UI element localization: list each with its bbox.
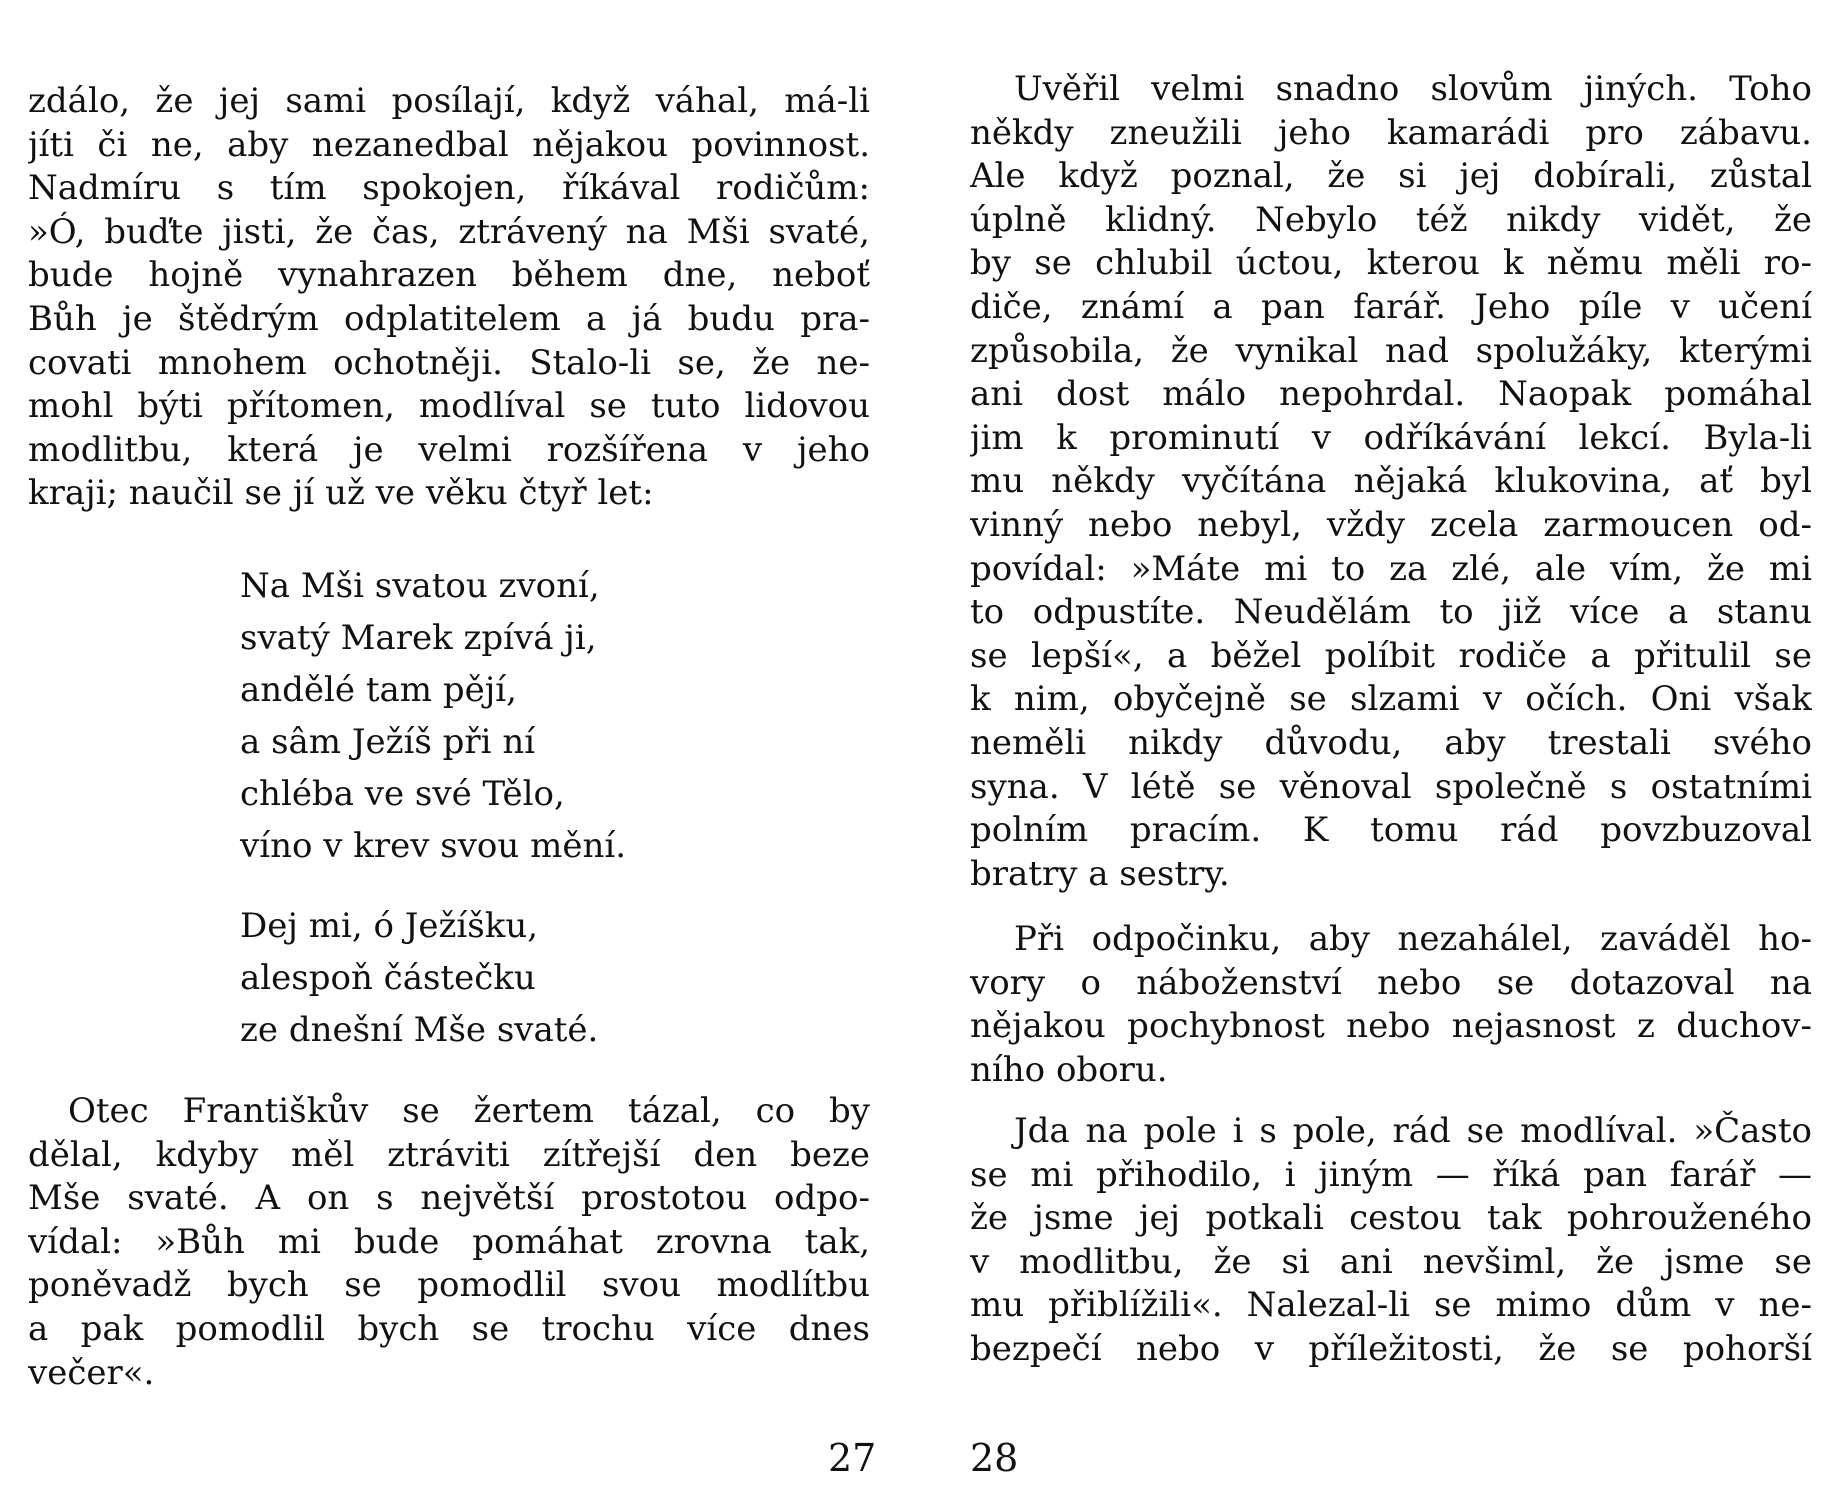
text-line: syna. V létě se věnoval společně s ostatními [970,766,1812,807]
text-line: mu přiblížili«. Nalezal-li se mimo dům v ne- [970,1285,1812,1326]
text-line: mu někdy vyčítána nějaká klukovina, ať byl [970,461,1812,502]
text-line: polním pracím. K tomu rád povzbuzoval [970,810,1812,851]
poem-line: a sâm Ježíš při ní [240,722,536,762]
text-line: vinný nebo nebyl, vždy zcela zarmoucen od- [970,504,1812,545]
poem-line: ze dnešní Mše svaté. [240,1010,599,1050]
right-paragraph-2 [970,918,1812,1092]
text-line: někdy zneužili jeho kamarádi pro zábavu. [970,112,1812,153]
text-line: bratry a sestry. [970,853,1230,894]
text-line: Uvěřil velmi snadno slovům jiných. Toho [1014,69,1812,109]
text-line: kraji; naučil se jí už ve věku čtyř let: [28,473,654,514]
left-paragraph-1 [28,80,870,516]
text-line: vídal: »Bůh mi bude pomáhat zrovna tak, [28,1221,870,1262]
text-line: to odpustíte. Neudělám to již více a stanu [970,592,1812,633]
text-line: se mi přihodilo, i jiným — říká pan farář — [970,1154,1812,1195]
right-paragraph-1 [970,68,1812,896]
text-line: Ale když poznal, že si jej dobírali, zůstal [970,156,1812,197]
text-line: bezpečí nebo v příležitosti, že se pohorší [970,1328,1812,1369]
poem-line: Na Mši svatou zvoní, [240,566,600,606]
text-line: Mše svaté. A on s největší prostotou odpo- [28,1178,870,1219]
text-line: a pak pomodlil bych se trochu více dnes [28,1308,870,1349]
poem-line: svatý Marek zpívá ji, [240,618,597,658]
text-line: by se chlubil úctou, kterou k němu měli ro- [970,243,1812,284]
text-line: způsobila, že vynikal nad spolužáky, kterými [970,330,1812,371]
text-line: dělal, kdyby měl ztráviti zítřejší den beze [28,1134,870,1175]
text-line: k nim, obyčejně se slzami v očích. Oni však [970,679,1812,720]
poem-line: víno v krev svou mění. [240,826,627,866]
poem-line: andělé tam pějí, [240,670,517,710]
right-page [970,0,1812,1500]
text-line: jim k prominutí v odříkávání lekcí. Byla-li [970,417,1812,458]
text-line: neměli nikdy důvodu, aby trestali svého [970,722,1812,763]
text-line: Nadmíru s tím spokojen, říkával rodičům: [28,168,870,209]
text-line: povídal: »Máte mi to za zlé, ale vím, že mi [970,548,1812,589]
page-number-right: 28 [970,1436,1019,1480]
left-paragraph-2 [28,1090,870,1395]
text-line: Otec Františkův se žertem tázal, co by [68,1091,870,1131]
text-line: nějakou pochybnost nebo nejasnost z duchov- [970,1006,1812,1047]
poem-line: Dej mi, ó Ježíšku, [240,906,539,946]
text-line: mohl býti přítomen, modlíval se tuto lidovou [28,386,870,427]
page-number-left: 27 [828,1436,877,1480]
text-line: »Ó, buďte jisti, že čas, ztrávený na Mši svaté, [28,211,870,252]
text-line: Při odpočinku, aby nezahálel, zaváděl ho- [1014,919,1812,959]
text-line: úplně klidný. Nebylo též nikdy vidět, že [970,199,1812,240]
left-page [28,0,877,1500]
text-line: večer«. [28,1352,155,1393]
text-line: v modlitbu, že si ani nevšiml, že jsme se [970,1241,1812,1282]
text-line: bude hojně vynahrazen během dne, neboť [28,255,870,296]
text-line: vory o náboženství nebo se dotazoval na [970,962,1812,1003]
text-line: že jsme jej potkali cestou tak pohrouženého [970,1198,1812,1239]
right-paragraph-3 [970,1110,1812,1372]
text-line: diče, známí a pan farář. Jeho píle v učení [970,286,1812,327]
text-line: Bůh je štědrým odplatitelem a já budu pra- [28,298,870,339]
text-line: modlitbu, která je velmi rozšířena v jeho [28,429,870,470]
text-line: jíti či ne, aby nezanedbal nějakou povinnost. [28,124,870,165]
text-line: poněvadž bych se pomodlil svou modlítbu [28,1265,870,1306]
text-line: Jda na pole i s pole, rád se modlíval. »Často [1014,1111,1812,1151]
text-line: ani dost málo nepohrdal. Naopak pomáhal [970,374,1812,415]
poem-line: alespoň částečku [240,958,536,998]
poem-stanza-2 [240,900,800,1056]
text-line: ního oboru. [970,1049,1168,1090]
poem-line: chléba ve své Tělo, [240,774,565,814]
poem-stanza-1 [240,560,800,872]
text-line: covati mnohem ochotněji. Stalo-li se, že ne- [28,342,870,383]
text-line: zdálo, že jej sami posílají, když váhal, má-li [28,81,870,121]
text-line: se lepší«, a běžel políbit rodiče a přitulil se [970,635,1812,676]
